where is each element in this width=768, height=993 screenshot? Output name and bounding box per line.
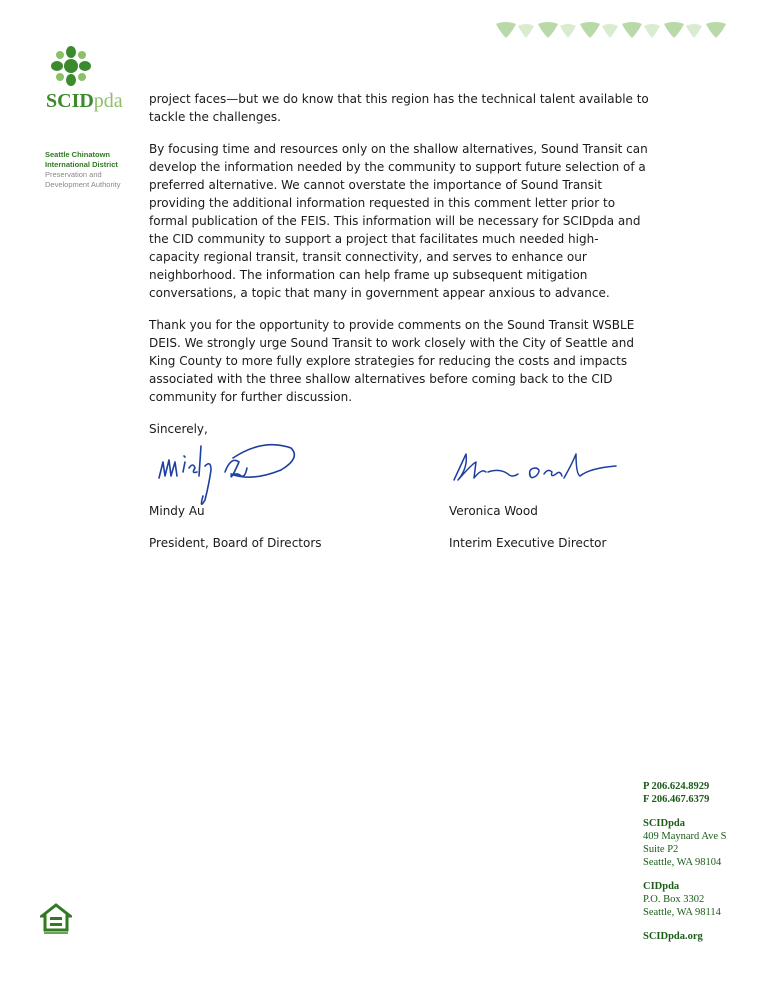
signatory-1-name: Mindy Au <box>149 504 205 518</box>
signatory-2-name: Veronica Wood <box>449 504 538 518</box>
signatory-2-title: Interim Executive Director <box>449 536 607 550</box>
paragraph-3: Thank you for the opportunity to provide comments on the Sound Transit WSBLE DEIS. We strongly urge Sound Transit to work closely with the City of Seattle and King County to more fully explore strategies for reducing the costs and impacts associated with the three shallow alternatives before coming back to the CID community for further discussion. <box>149 318 635 404</box>
decorative-header-border <box>492 20 740 42</box>
org2-address-line-2: Seattle, WA 98114 <box>643 907 721 918</box>
letter-body <box>149 90 649 452</box>
org1-address-line-3: Seattle, WA 98104 <box>643 857 722 868</box>
org1-address-line-2: Suite P2 <box>643 844 679 855</box>
signatory-2 <box>449 502 606 552</box>
scidpda-logo-icon <box>50 46 92 86</box>
cidpda-address <box>643 880 763 919</box>
contact-info <box>643 780 763 943</box>
logo-wordmark-light: pda <box>93 90 123 112</box>
scidpda-address <box>643 817 763 869</box>
closing: Sincerely, <box>149 422 208 436</box>
paragraph-2: By focusing time and resources only on the shallow alternatives, Sound Transit can develop the information needed by the community to support future selection of a preferred alternative. We cannot overstate the importance of Sound Transit providing the additional information requested in this comment letter prior to formal publication of the FEIS. This information will be necessary for SCIDpda and the CID community to support a project that facilitates much needed high-capacity regional transit, transit connectivity, and serves to enhance our neighborhood. The information can help frame up subsequent mitigation conversations, a topic that many in government appear anxious to advance. <box>149 142 648 300</box>
signature-veronica-wood <box>448 444 618 494</box>
org2-name: CIDpda <box>643 881 680 892</box>
organization-name <box>45 150 145 190</box>
website-link[interactable]: SCIDpda.org <box>643 931 703 942</box>
org-line-4: Development Authority <box>45 180 121 189</box>
logo-wordmark <box>46 90 123 113</box>
phone-number: P 206.624.8929 <box>643 781 710 792</box>
signatory-1 <box>149 502 322 552</box>
fax-number: F 206.467.6379 <box>643 794 710 805</box>
org-line-3: Preservation and <box>45 170 102 179</box>
paragraph-1: project faces—but we do know that this region has the technical talent available to tackle the challenges. <box>149 92 649 124</box>
org-line-1: Seattle Chinatown <box>45 150 111 159</box>
org1-address-line-1: 409 Maynard Ave S <box>643 831 727 842</box>
equal-housing-opportunity-icon <box>40 902 72 936</box>
signatory-1-title: President, Board of Directors <box>149 536 322 550</box>
org2-address-line-1: P.O. Box 3302 <box>643 894 705 905</box>
org1-name: SCIDpda <box>643 818 686 829</box>
org-line-2: International District <box>45 160 118 169</box>
logo-wordmark-bold: SCID <box>46 90 94 112</box>
phone-fax-group <box>643 780 763 806</box>
